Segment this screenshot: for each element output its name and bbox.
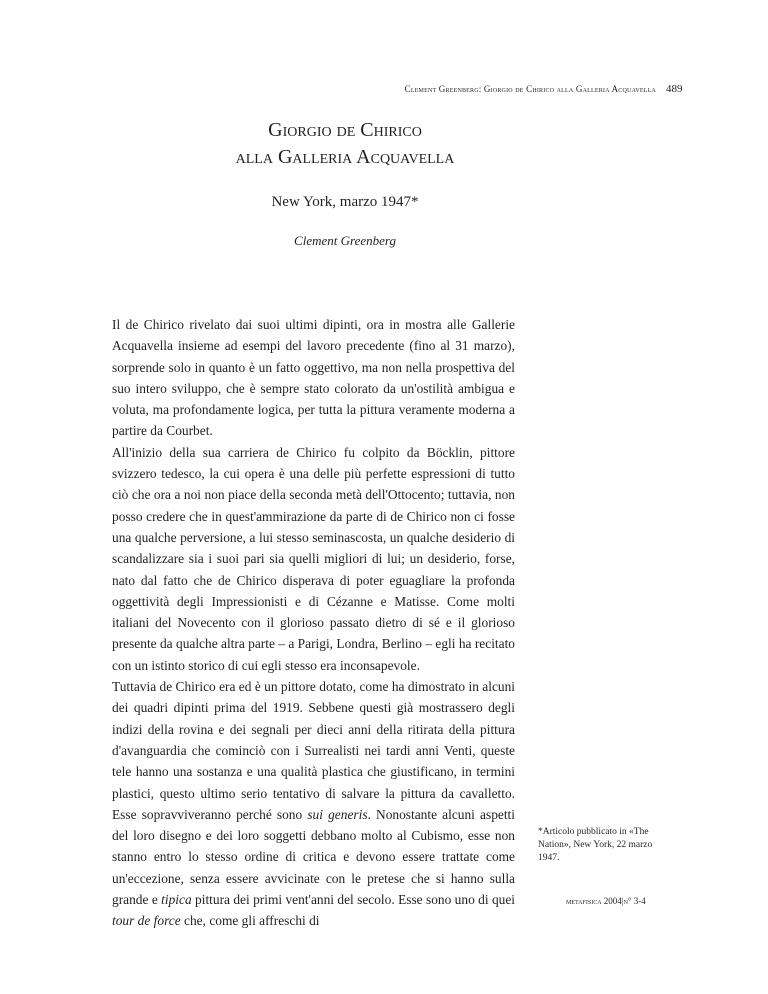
footnote: *Articolo pubblicato in «The Nation», New York, 22 marzo 1947. [538,827,653,863]
italic-term: tipica [161,892,192,908]
italic-term: tour de force [112,913,181,929]
article-title [200,117,490,171]
journal-name: metafisica [566,896,602,906]
body-text-run: pittura dei primi vent'anni del secolo. Esse sono uno di quei [191,892,515,908]
article-body [112,314,515,932]
page-number: 489 [666,83,683,95]
running-head: Clement Greenberg: Giorgio de Chirico alla Galleria Acquavella [404,84,656,94]
journal-footer [566,896,646,906]
body-text-run: Tuttavia de Chirico era ed è un pittore dotato, come ha dimostrato in alcuni dei quadri dipinti prima del 1919. Sebbene questi già mostrassero degli indizi della rovina e dei segnali per dieci anni della ritirata della pittura d'avanguardia che cominciò con i Surrealisti nei tardi anni Venti, queste tele hanno una sostanza e una qualità plastica che giustificano, in termini plastici, questo ultimo serio tentativo di salvare la pittura da cavalletto. Esse sopravviveranno perché sono [112,679,515,822]
body-paragraph-3 [112,676,515,932]
footer-separator: | [621,896,624,906]
title-line-1: Giorgio de Chirico [268,119,422,141]
body-paragraph-2: All'inizio della sua carriera de Chirico fu colpito da Böcklin, pittore svizzero tedesco, la cui opera è una delle più perfette espressioni di tutto ciò che ora a noi non piace della seconda metà dell'Ottocento; tuttavia, non posso credere che in quest'ammirazione da parte di de Chirico non ci fosse una qualche perversione, a lui stesso seminascosta, un qualche desiderio di scandalizzare sia i suoi pari sia quelli migliori di lui; un desiderio, forse, nato dal fatto che de Chirico disperava di poter eguagliare la profonda oggettività degli Impressionisti e di Cézanne e Matisse. Come molti italiani del Novecento con il glorioso passato dietro di sé e il glorioso presente da qualche altra parte – a Parigi, Londra, Berlino – egli ha recitato con un istinto storico di cui egli stesso era inconsapevole. [112,444,515,673]
journal-year: 2004 [603,896,622,906]
article-subtitle: New York, marzo 1947* [271,194,419,210]
body-paragraph-1: Il de Chirico rivelato dai suoi ultimi dipinti, ora in mostra alle Gallerie Acquavella insieme ad esempi del lavoro precedente (fino al 31 marzo), sorprende solo in quanto è un fatto oggettivo, ma non nella prospettiva del suo intero sviluppo, che è sempre stato colorato da un'ostilità ambigua e voluta, ma profondamente logica, per tutta la pittura veramente moderna a partire da Courbet. [112,317,515,439]
body-text-run: che, come gli affreschi di [180,913,320,929]
journal-issue: n° 3-4 [623,896,646,906]
title-line-2: alla Galleria Acquavella [235,146,455,168]
body-text-run: . Nonostante alcuni aspetti del loro disegno e dei loro soggetti debbano molto al Cubismo, esse non stanno entro lo stesso ordine di critica e devono essere trattate come un'eccezione, senza essere avvicinate con le pretese che si hanno sulla grande e [112,806,515,908]
italic-term: sui generis [307,806,368,822]
article-author: Clement Greenberg [294,233,396,248]
